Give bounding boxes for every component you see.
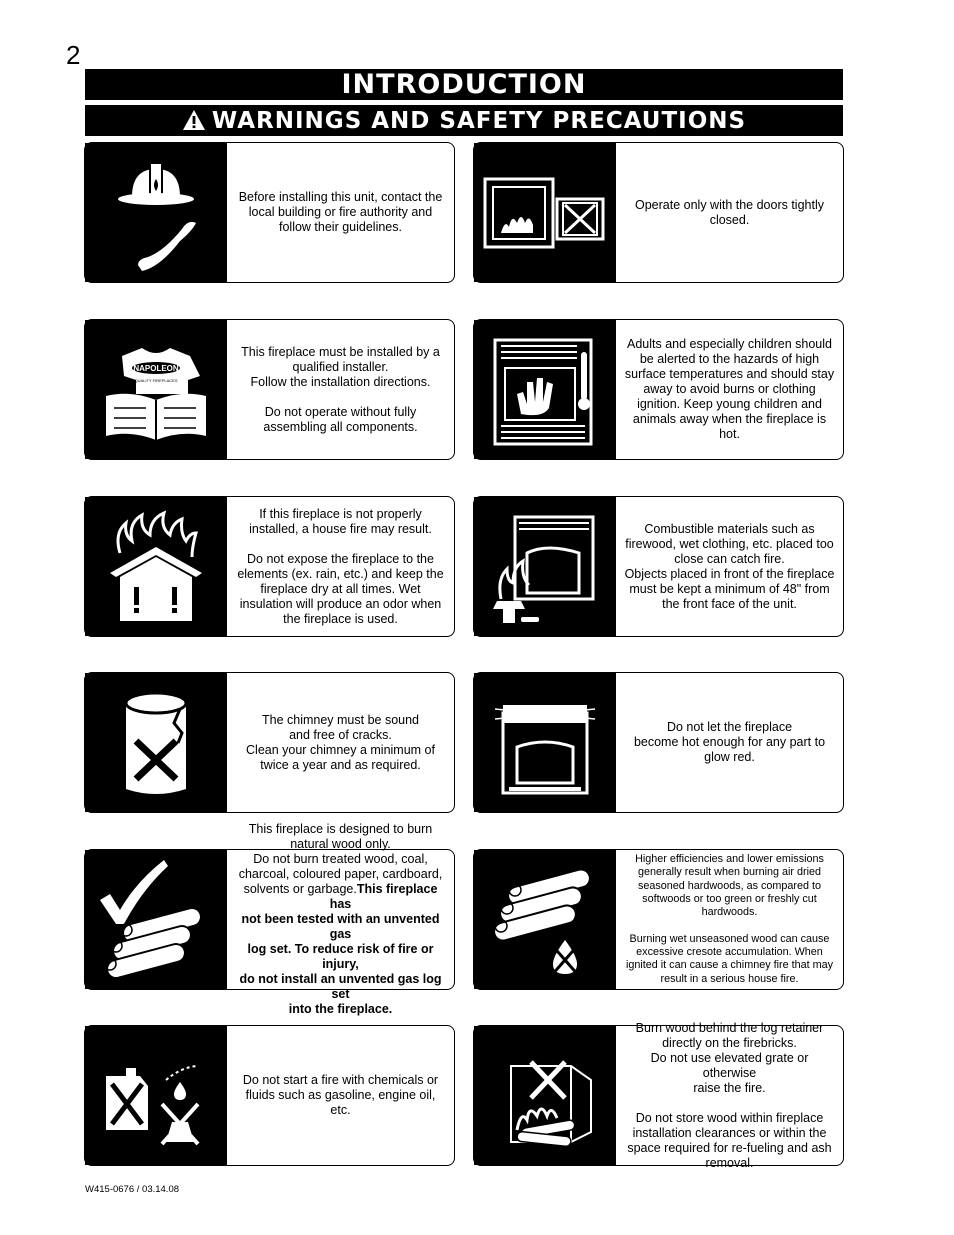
house-fire-icon — [92, 503, 220, 631]
warning-card-chimney — [84, 672, 455, 813]
napoleon-logo-text: NAPOLEON — [133, 363, 179, 373]
firebox-logs-icon — [481, 1032, 609, 1160]
section-title: INTRODUCTION — [85, 69, 843, 100]
combustible-materials-icon — [481, 503, 609, 631]
warning-card-doors-closed — [473, 142, 844, 283]
card-text-normal: This fireplace is designed to burn natural wood only. Do not burn treated wood, coal, charcoal, coloured paper, cardboard, solvents or garbage. — [238, 822, 443, 896]
card-text: Higher efficiencies and lower emissions generally result when burning air dried seasoned hardwoods, as compared to softwoods or too green or freshly cut hardwoods. Burning wet unseasoned wood can cause excessive cresote accumulation. When ignited it can cause a chimney fire that may result in a serious house fire. — [625, 853, 834, 985]
no-chemicals-icon — [92, 1032, 220, 1160]
hardhat-phone-icon — [92, 149, 220, 277]
warning-card-hot-surfaces — [473, 319, 844, 460]
card-text: Operate only with the doors tightly closed. — [635, 197, 824, 227]
card-illustration — [474, 673, 616, 812]
glowing-stove-icon — [481, 679, 609, 807]
card-text: If this fireplace is not properly installed, a house fire may result. Do not expose the fireplace to the elements (ex. rain, etc.) and keep the fireplace dry at all times. Wet insulation will produce an odor when the fireplace is used. — [237, 506, 444, 626]
warning-card-natural-wood — [84, 822, 455, 1016]
card-text: Burn wood behind the log retainer directly on the firebricks. Do not use elevated grate or otherwise raise the fire. Do not store wood within fireplace installation clearances or within the space required for re-fueling and ash removal. — [627, 1020, 832, 1170]
card-text: Do not let the fireplace become hot enough for any part to glow red. — [633, 720, 826, 764]
card-illustration — [85, 320, 227, 459]
document-code: W415-0676 / 03.14.08 — [85, 1184, 180, 1195]
card-illustration — [474, 497, 616, 636]
card-illustration — [85, 1026, 227, 1165]
card-illustration — [85, 850, 227, 989]
hot-surface-hand-icon — [481, 326, 609, 454]
card-text: Combustible materials such as firewood, wet clothing, etc. placed too close can catch fire. Objects placed in front of the fireplace must be kept a minimum of 48" from the front face of the unit. — [624, 521, 835, 611]
warnings-heading — [85, 105, 843, 136]
card-illustration — [85, 497, 227, 636]
card-illustration — [85, 143, 227, 282]
checkmark-wood-icon — [92, 856, 220, 984]
closed-doors-icon — [481, 149, 609, 277]
wet-wood-icon — [481, 856, 609, 984]
warning-card-qualified-installer — [84, 319, 455, 460]
page-number: 2 — [66, 40, 81, 70]
warning-triangle-icon — [182, 109, 206, 131]
card-illustration — [474, 320, 616, 459]
warning-card-house-fire — [84, 496, 455, 637]
card-illustration — [474, 1026, 616, 1165]
card-text: The chimney must be sound and free of cracks. Clean your chimney a minimum of twice a year and as required. — [246, 712, 435, 772]
warning-card-combustibles — [473, 496, 844, 637]
card-text: Before installing this unit, contact the local building or fire authority and follow their guidelines. — [238, 190, 443, 234]
warning-card-no-chemicals — [84, 1025, 455, 1166]
card-illustration — [474, 143, 616, 282]
warning-card-log-retainer — [473, 1020, 844, 1170]
card-illustration — [474, 850, 616, 989]
card-illustration — [85, 673, 227, 812]
card-text: Do not start a fire with chemicals or fluids such as gasoline, engine oil, etc. — [242, 1073, 439, 1117]
quality-fireplaces-text: QUALITY FIREPLACES — [134, 377, 178, 383]
card-text — [227, 822, 454, 1016]
cracked-chimney-icon — [92, 679, 220, 807]
card-text-bold: This fireplace has not been tested with an unvented gas log set. To reduce risk of fire or injury, do not install an unvented gas log set into the fireplace. — [239, 882, 442, 1016]
warning-card-seasoned-wood — [473, 849, 844, 990]
installer-manual-icon — [92, 326, 220, 454]
warnings-heading-text: WARNINGS AND SAFETY PRECAUTIONS — [211, 108, 747, 134]
warning-card-contact-authority — [84, 142, 455, 283]
card-text: Adults and especially children should be alerted to the hazards of high surface temperatures and should stay away to avoid burns or clothing ignition. Keep young children and animals away when the fireplace is hot. — [624, 337, 835, 441]
warning-card-overfiring — [473, 672, 844, 813]
card-text: This fireplace must be installed by a qualified installer. Follow the installation directions. Do not operate without fully assembling all components. — [241, 344, 440, 434]
